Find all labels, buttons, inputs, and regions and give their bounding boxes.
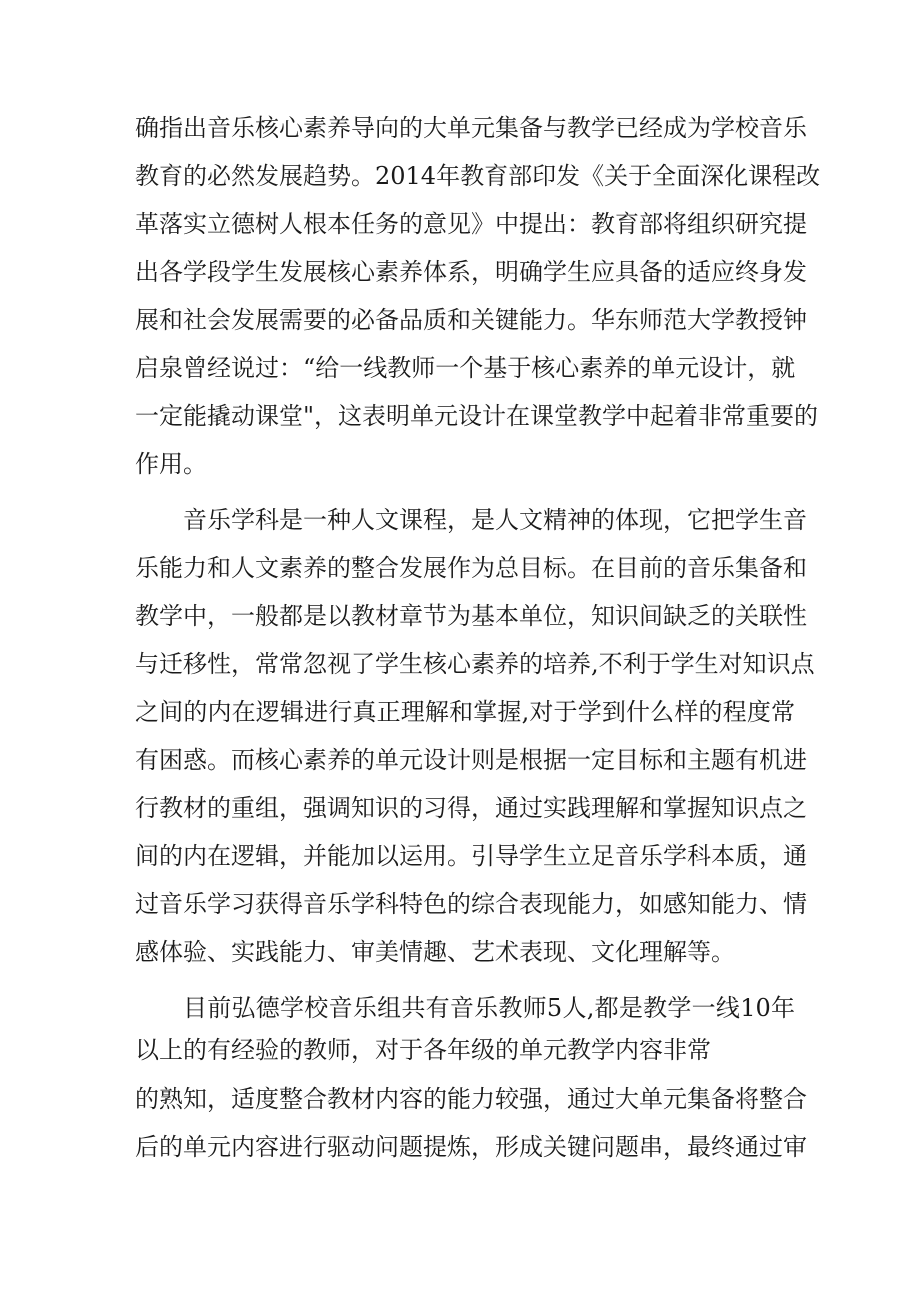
text-line: 乐能力和人文素养的整合发展作为总目标。在目前的音乐集备和 bbox=[135, 554, 807, 582]
text-line: 之间的内在逻辑进行真正理解和掌握,对于学到什么样的程度常 bbox=[135, 698, 795, 726]
text-line: 有困惑。而核心素养的单元设计则是根据一定目标和主题有机进 bbox=[135, 746, 807, 774]
text-line: 展和社会发展需要的必备品质和关键能力。华东师范大学教授钟 bbox=[135, 306, 807, 334]
paragraph-start-line: 目前弘德学校音乐组共有音乐教师5人,都是教学一线10年 bbox=[183, 994, 795, 1022]
text-line: 教学中，一般都是以教材章节为基本单位，知识间缺乏的关联性 bbox=[135, 602, 807, 630]
text-line: 作用。 bbox=[135, 450, 207, 478]
text-line: 革落实立德树人根本任务的意见》中提出：教育部将组织研究提 bbox=[135, 210, 807, 238]
text-line: 教育的必然发展趋势。2014年教育部印发《关于全面深化课程改 bbox=[135, 162, 821, 190]
text-line: 出各学段学生发展核心素养体系，明确学生应具备的适应终身发 bbox=[135, 258, 807, 286]
text-line: 感体验、实践能力、审美情趣、艺术表现、文化理解等。 bbox=[135, 938, 735, 966]
text-line: 间的内在逻辑，并能加以运用。引导学生立足音乐学科本质，通 bbox=[135, 842, 807, 870]
text-line: 后的单元内容进行驱动问题提炼，形成关键问题串，最终通过审 bbox=[135, 1133, 807, 1161]
text-line: 确指出音乐核心素养导向的大单元集备与教学已经成为学校音乐 bbox=[135, 114, 807, 142]
text-line: 以上的有经验的教师，对于各年级的单元教学内容非常 bbox=[135, 1036, 711, 1064]
paragraph-start-line: 音乐学科是一种人文课程，是人文精神的体现，它把学生音 bbox=[183, 506, 807, 534]
text-line: 与迁移性，常常忽视了学生核心素养的培养,不利于学生对知识点 bbox=[135, 650, 815, 678]
text-line: 一定能撬动课堂"，这表明单元设计在课堂教学中起着非常重要的 bbox=[135, 402, 819, 430]
text-line: 过音乐学习获得音乐学科特色的综合表现能力，如感知能力、情 bbox=[135, 890, 807, 918]
text-line: 启泉曾经说过：“给一线教师一个基于核心素养的单元设计，就 bbox=[135, 354, 796, 382]
text-line: 行教材的重组，强调知识的习得，通过实践理解和掌握知识点之 bbox=[135, 794, 807, 822]
text-line: 的熟知，适度整合教材内容的能力较强，通过大单元集备将整合 bbox=[135, 1085, 807, 1113]
